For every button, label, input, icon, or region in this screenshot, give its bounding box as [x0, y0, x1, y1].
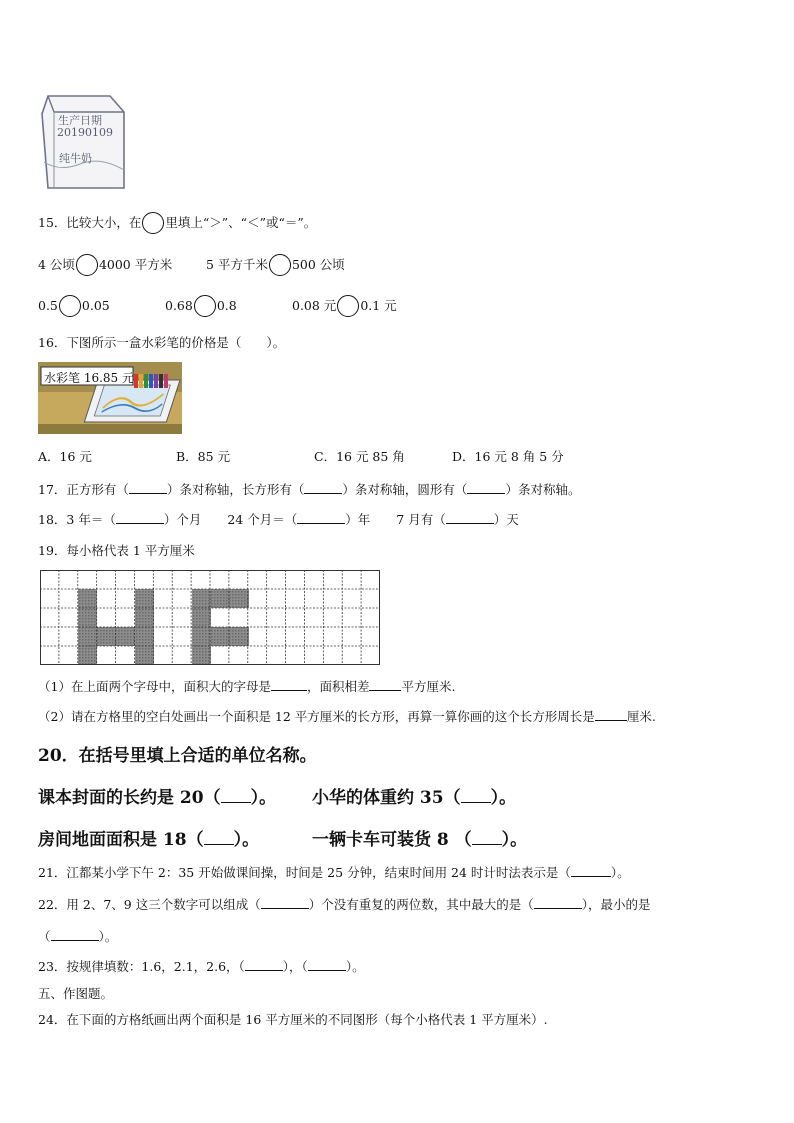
answer-blank[interactable]: [51, 940, 99, 941]
milk-date-label: 生产日期: [58, 114, 102, 127]
answer-blank[interactable]: [308, 970, 346, 971]
milk-product-name: 纯牛奶: [59, 152, 92, 165]
q20-line1-left: 课本封面的长约是 20（ ）。: [38, 788, 277, 808]
answer-blank[interactable]: [261, 908, 309, 909]
answer-blank[interactable]: [297, 523, 345, 524]
milk-date-value: 20190109: [57, 126, 113, 139]
answer-blank[interactable]: [271, 690, 307, 691]
letter-grid[interactable]: [40, 570, 380, 665]
answer-blank[interactable]: [461, 802, 491, 803]
q15-row1-item2: 5 平方千米 500 公顷: [206, 254, 345, 276]
q20-line1-right: 小华的体重约 35（ ）。: [312, 788, 517, 808]
q21-line: 21．江都某小学下午 2：35 开始做课间操，时间是 25 分钟，结束时间用 24 时计时法表示是（ ）。: [38, 865, 630, 880]
watercolor-pen-image: [38, 362, 182, 434]
compare-circle[interactable]: [194, 295, 216, 317]
option-a[interactable]: A．16 元: [38, 449, 92, 464]
compare-circle[interactable]: [337, 295, 359, 317]
q15-row2-item1: 0.5 0.05: [38, 295, 110, 317]
milk-carton-image: [40, 92, 130, 192]
q19-stem: 19．每小格代表 1 平方厘米: [38, 543, 195, 558]
answer-blank[interactable]: [472, 844, 502, 845]
compare-circle[interactable]: [76, 254, 98, 276]
q22-line1: 22．用 2、7、9 这三个数字可以组成（ ）个没有重复的两位数，其中最大的是（ ），最小的是: [38, 897, 651, 912]
answer-blank[interactable]: [245, 970, 283, 971]
compare-circle[interactable]: [59, 295, 81, 317]
answer-blank[interactable]: [204, 844, 234, 845]
answer-blank[interactable]: [369, 690, 401, 691]
answer-blank[interactable]: [116, 523, 164, 524]
q20-line2-left: 房间地面面积是 18（ ）。: [38, 830, 260, 850]
q15-row1-item1: 4 公顷 4000 平方米: [38, 254, 172, 276]
q19-sub1: （1）在上面两个字母中，面积大的字母是 ，面积相差 平方厘米.: [38, 679, 456, 694]
q19-sub2: （2）请在方格里的空白处画出一个面积是 12 平方厘米的长方形，再算一算你画的这个长方形周长是 厘米.: [38, 709, 656, 724]
section-heading: 五、作图题。: [38, 986, 114, 1001]
answer-blank[interactable]: [446, 523, 494, 524]
answer-blank[interactable]: [221, 802, 251, 803]
answer-blank[interactable]: [534, 908, 582, 909]
letter-grid-drawing: [40, 570, 380, 665]
q15-row2-item3: 0.08 元 0.1 元: [292, 295, 397, 317]
q16-stem: 16．下图所示一盒水彩笔的价格是（ ）。: [38, 335, 286, 350]
q20-stem: 20．在括号里填上合适的单位名称。: [38, 746, 317, 766]
option-d[interactable]: D．16 元 8 角 5 分: [452, 449, 564, 464]
q18-line: 18．3 年＝（ ）个月 24 个月＝（ ）年 7 月有（ ）天: [38, 512, 519, 527]
answer-blank[interactable]: [571, 876, 611, 877]
answer-blank[interactable]: [129, 493, 167, 494]
milk-carton-drawing: [40, 92, 130, 192]
q20-line2-right: 一辆卡车可装货 8 （ ）。: [312, 830, 528, 850]
q17-line: 17．正方形有（ ）条对称轴，长方形有（ ）条对称轴，圆形有（ ）条对称轴。: [38, 482, 581, 497]
q23-line: 23．按规律填数：1.6，2.1，2.6，（ ），（ ）。: [38, 959, 365, 974]
compare-circle[interactable]: [142, 212, 164, 234]
answer-blank[interactable]: [304, 493, 342, 494]
option-b[interactable]: B．85 元: [176, 449, 231, 464]
price-tag: 水彩笔 16.85 元: [44, 371, 134, 385]
answer-blank[interactable]: [467, 493, 505, 494]
answer-blank[interactable]: [595, 720, 627, 721]
q15-stem: 15．比较大小，在 里填上“＞”、“＜”或“＝”。: [38, 212, 316, 234]
q22-line2: （ ）。: [38, 929, 118, 944]
q24-stem: 24．在下面的方格纸画出两个面积是 16 平方厘米的不同图形（每个小格代表 1 平方厘米）.: [38, 1012, 548, 1027]
q15-row2-item2: 0.68 0.8: [165, 295, 237, 317]
option-c[interactable]: C．16 元 85 角: [314, 449, 405, 464]
compare-circle[interactable]: [269, 254, 291, 276]
